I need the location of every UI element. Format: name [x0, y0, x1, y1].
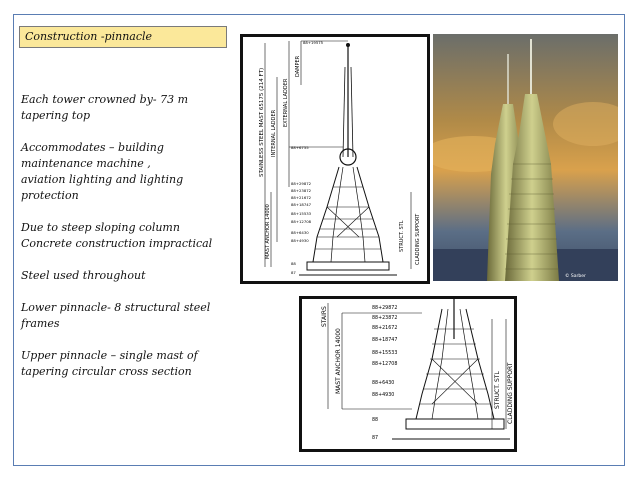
pinnacle-elevation-drawing — [240, 34, 430, 284]
level-label: 88+6430 — [372, 381, 395, 386]
level-label: 87 — [372, 436, 379, 441]
level-label: 87 — [291, 270, 296, 275]
mast-anchor-label: MAST ANCHOR 14000 — [265, 204, 271, 259]
mast-length-label: STAINLESS STEEL MAST 65175 (214 FT) — [259, 67, 265, 177]
level-label: 88+18747 — [291, 202, 312, 207]
bullet-line: Lower pinnacle- 8 structural steel frames — [21, 301, 211, 330]
slide-title: Construction -pinnacle — [19, 26, 227, 48]
stairs-label: STAIRS — [321, 306, 328, 327]
level-label: 88+12708 — [291, 219, 312, 224]
bullet-line: Concrete construction impractical — [21, 237, 213, 250]
level-label: 88+18747 — [372, 338, 398, 343]
bullet-line: aviation lighting and lighting protection — [21, 173, 184, 202]
slide-body — [21, 92, 235, 380]
level-label: 88+23872 — [291, 188, 312, 193]
struct-stl-label: STRUCT. STL — [494, 371, 501, 409]
bullet-line: Accommodates – building maintenance machine , — [21, 141, 164, 170]
damper-label: DAMPER — [295, 55, 301, 77]
internal-ladder-label: INTERNAL LADDER — [271, 109, 277, 157]
level-label: 88+29872 — [372, 306, 398, 311]
level-label: 88+21672 — [372, 326, 398, 331]
petronas-towers-photo — [433, 34, 618, 281]
external-ladder-label: EXTERNAL LADDER — [283, 78, 289, 127]
level-label: 88+15533 — [372, 351, 398, 356]
level-label: 88+29872 — [291, 181, 312, 186]
level-label: 88+15533 — [291, 211, 312, 216]
level-label: 88+12708 — [372, 362, 398, 367]
level-label: 88+21672 — [291, 195, 312, 200]
bullet-line: Steel used throughout — [21, 269, 146, 282]
struct-stl-label: STRUCT. STL — [399, 220, 405, 252]
lower-pinnacle-drawing — [299, 296, 517, 452]
lower-pinnacle-svg — [302, 299, 514, 449]
level-label: 88 — [372, 418, 379, 423]
bullet-line: Each tower crowned by- 73 m tapering top — [21, 93, 189, 122]
cladding-support-label: CLADDING SUPPORT — [415, 213, 421, 265]
level-label: 88+6755 — [291, 145, 309, 150]
bullet-line: Upper pinnacle – single mast of tapering circular cross section — [21, 349, 198, 378]
level-label: 88+4930 — [291, 238, 309, 243]
mast-anchor-label: MAST ANCHOR 14000 — [335, 328, 342, 394]
level-label: 88+4930 — [372, 393, 395, 398]
level-label: 88+23872 — [372, 316, 398, 321]
cladding-support-label: CLADDING SUPPORT — [507, 362, 514, 424]
tower-photo-svg — [433, 34, 618, 281]
level-label: 88+6430 — [291, 230, 309, 235]
photo-credit: © Sarber — [565, 274, 586, 279]
pinnacle-elevation-svg — [243, 37, 427, 281]
level-label: 88+19575 — [303, 40, 324, 45]
bullet-line: Due to steep sloping column — [21, 221, 180, 234]
level-label: 88 — [291, 261, 296, 266]
